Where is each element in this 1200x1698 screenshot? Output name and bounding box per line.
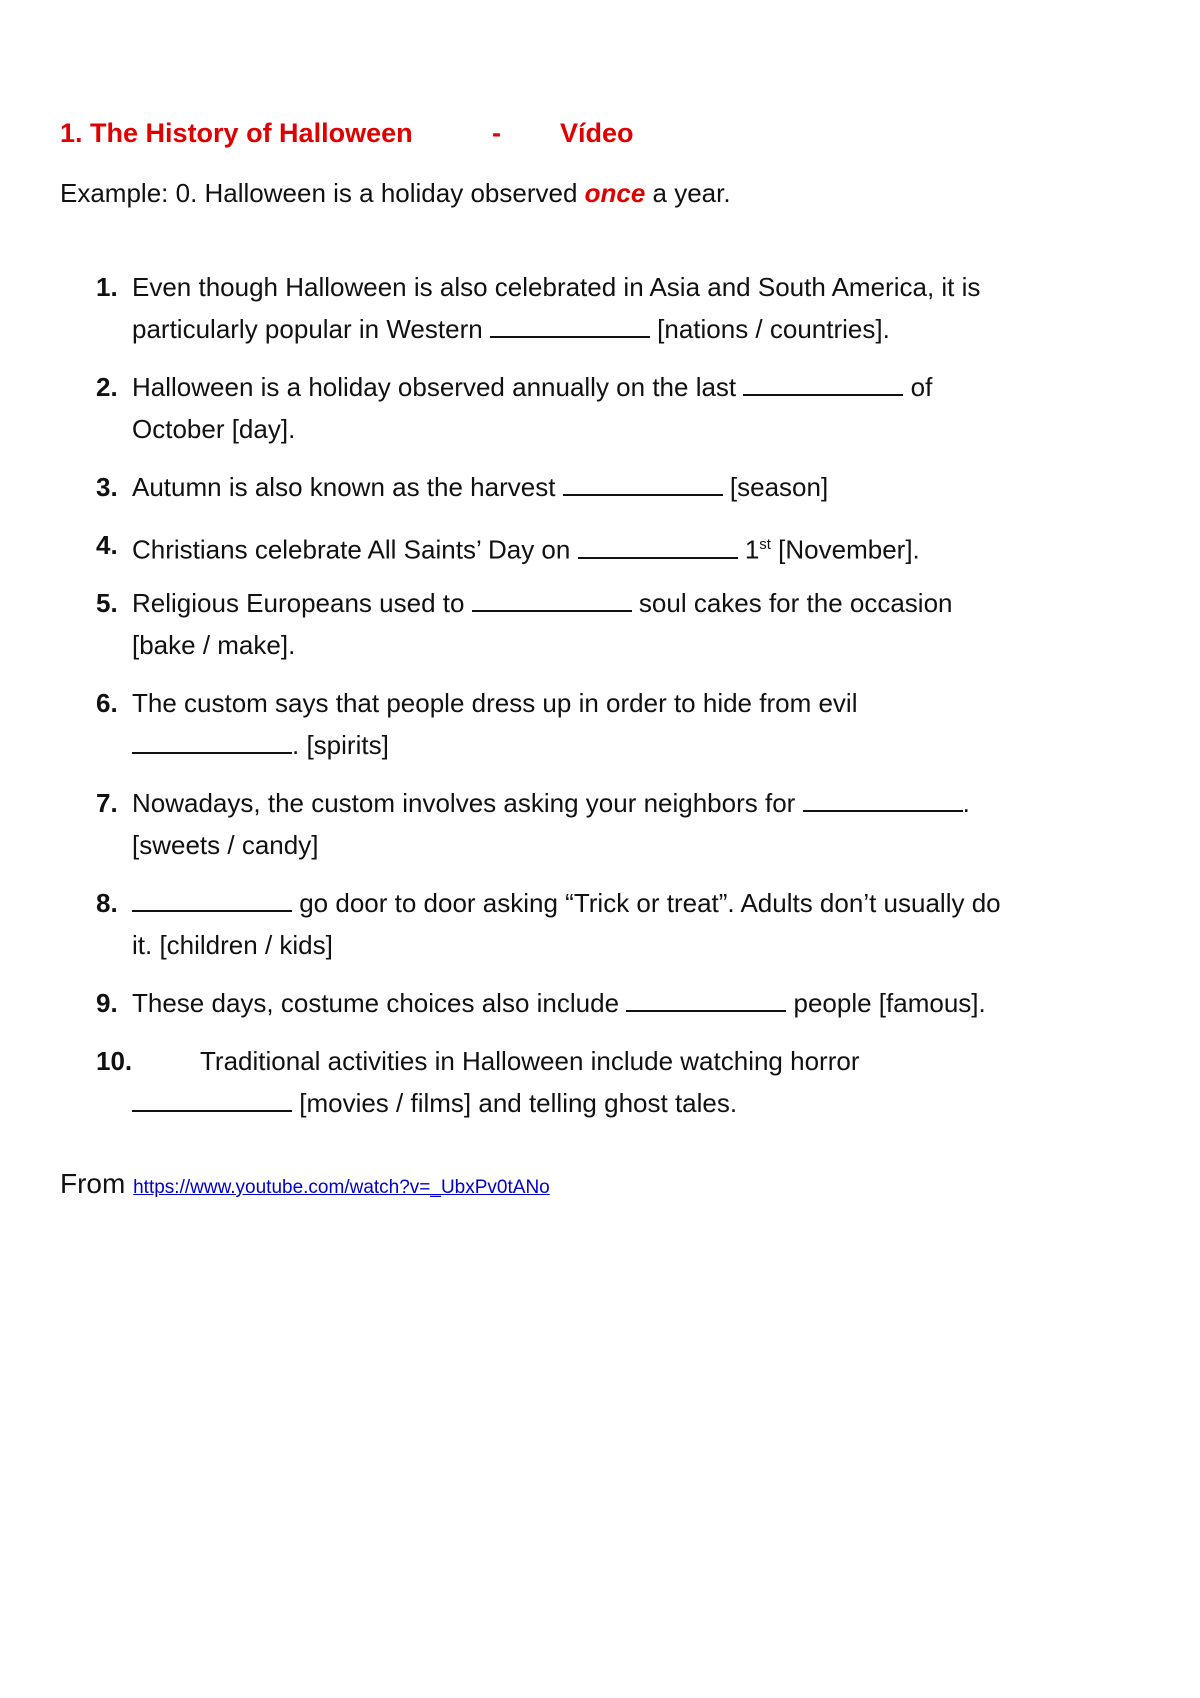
question-text: Nowadays, the custom involves asking your neighbors for: [132, 788, 803, 818]
title-separator: -: [492, 118, 501, 148]
question-1: [96, 266, 1118, 350]
question-text-line: [132, 466, 1118, 508]
question-text: . [spirits]: [292, 730, 389, 760]
answer-blank[interactable]: [490, 312, 650, 338]
answer-blank[interactable]: [563, 470, 723, 496]
question-text: [movies / films] and telling ghost tales.: [292, 1088, 738, 1118]
question-6: [96, 682, 1118, 766]
question-3: [96, 466, 1118, 508]
question-number: 3.: [96, 472, 118, 502]
question-number: 4.: [96, 530, 118, 560]
question-text-line: [132, 524, 1118, 571]
question-text-line: it. [children / kids]: [132, 930, 333, 960]
question-text-line: [132, 582, 1118, 624]
question-text-line: [132, 782, 1118, 824]
question-text: Religious Europeans used to: [132, 588, 472, 618]
question-text-line: [132, 724, 1118, 766]
source-label: From: [60, 1168, 134, 1199]
question-text-line: [132, 1082, 1118, 1124]
question-text-line: Traditional activities in Halloween include watching horror: [200, 1046, 860, 1076]
question-text: particularly popular in Western: [132, 314, 490, 344]
answer-blank[interactable]: [132, 886, 292, 912]
question-8: [96, 882, 1118, 966]
question-number: 10.: [96, 1046, 133, 1076]
question-7: [96, 782, 1118, 866]
question-5: [96, 582, 1118, 666]
source-line: [60, 1168, 550, 1200]
question-text: of: [903, 372, 933, 402]
question-text: These days, costume choices also include: [132, 988, 627, 1018]
question-text: 1: [737, 534, 760, 565]
page-title: [60, 118, 634, 149]
question-text: .: [962, 788, 970, 818]
question-number: 9.: [96, 988, 118, 1018]
question-text: [season]: [722, 472, 829, 502]
answer-blank[interactable]: [743, 370, 903, 396]
answer-blank[interactable]: [578, 533, 738, 559]
example-after: a year.: [645, 178, 731, 208]
example-highlight: once: [584, 178, 646, 208]
title-number: 1.: [60, 118, 83, 148]
question-number: 1.: [96, 272, 118, 302]
example-sentence: [60, 178, 731, 209]
question-number: 5.: [96, 588, 118, 618]
question-number: 7.: [96, 788, 118, 818]
question-text-line: [132, 882, 1118, 924]
question-4: [96, 524, 1118, 571]
question-text-line: [132, 982, 1118, 1024]
question-text-line: [132, 308, 1118, 350]
question-text: [November].: [770, 534, 920, 565]
source-link[interactable]: https://www.youtube.com/watch?v=_UbxPv0tANo: [133, 1177, 550, 1198]
question-9: [96, 982, 1118, 1024]
question-text: [nations / countries].: [649, 314, 890, 344]
question-number: 8.: [96, 888, 118, 918]
answer-blank[interactable]: [626, 986, 786, 1012]
answer-blank[interactable]: [472, 586, 632, 612]
ordinal-suffix: st: [759, 536, 771, 553]
question-text: soul cakes for the occasion: [631, 588, 953, 618]
answer-blank[interactable]: [132, 1086, 292, 1112]
question-text: go door to door asking “Trick or treat”. Adults don’t usually do: [292, 888, 1001, 918]
question-number: 2.: [96, 372, 118, 402]
question-text-line: [bake / make].: [132, 630, 296, 660]
answer-blank[interactable]: [803, 786, 963, 812]
question-text-line: Even though Halloween is also celebrated in Asia and South America, it is: [132, 272, 981, 302]
question-number: 6.: [96, 688, 118, 718]
question-text-line: [132, 366, 1118, 408]
question-text: Christians celebrate All Saints’ Day on: [132, 534, 578, 565]
question-10: [96, 1040, 1118, 1124]
title-tag: Vídeo: [560, 118, 634, 148]
question-text: Halloween is a holiday observed annually on the last: [132, 372, 744, 402]
title-text: The History of Halloween: [90, 118, 413, 148]
answer-blank[interactable]: [132, 728, 292, 754]
question-text-line: The custom says that people dress up in order to hide from evil: [132, 688, 858, 718]
question-2: [96, 366, 1118, 450]
example-before: Example: 0. Halloween is a holiday observed: [60, 178, 585, 208]
question-text: Autumn is also known as the harvest: [132, 472, 563, 502]
question-text-line: [sweets / candy]: [132, 830, 319, 860]
question-text-line: October [day].: [132, 414, 296, 444]
question-text: people [famous].: [786, 988, 986, 1018]
